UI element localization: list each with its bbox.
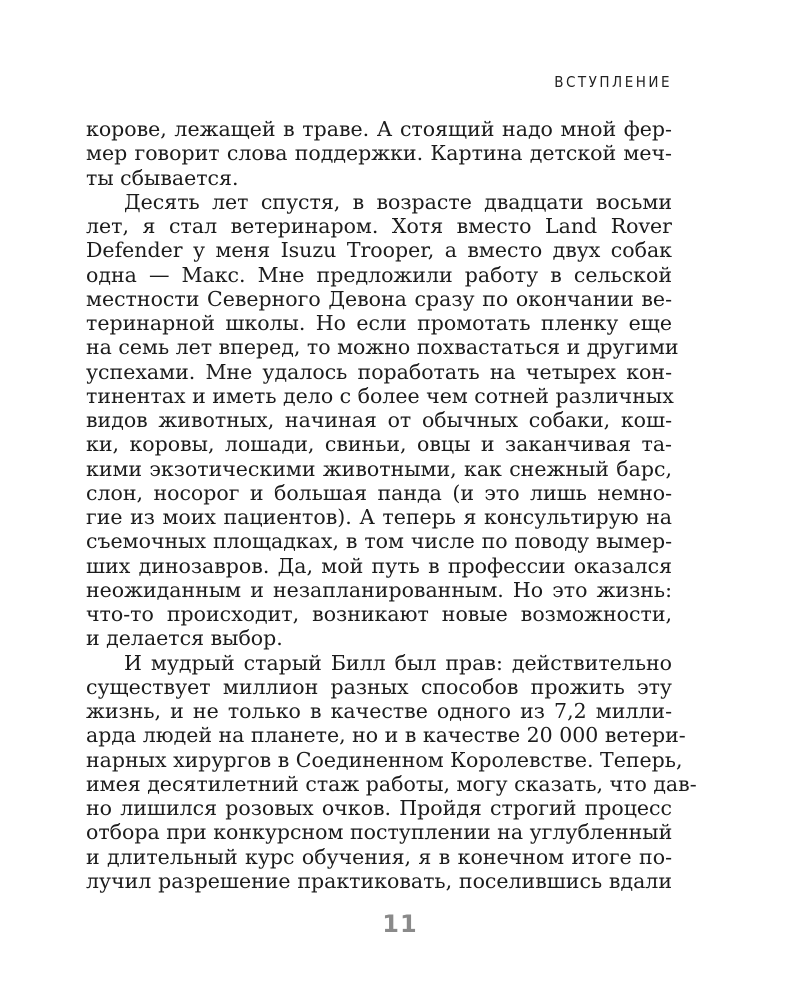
text-line: и длительный курс обучения, я в конечном итоге по-	[86, 844, 672, 869]
text-line: лучил разрешение практиковать, поселившись вдали	[86, 868, 672, 893]
running-head: ВСТУПЛЕНИЕ	[554, 73, 672, 91]
text-line: нарных хирургов в Соединенном Королевстве. Теперь,	[86, 747, 683, 772]
text-line: местности Северного Девона сразу по окончании ве-	[86, 286, 672, 311]
text-line: что-то происходит, возникают новые возможности,	[86, 602, 672, 626]
text-line: ты сбывается.	[86, 165, 239, 190]
text-line: ки, коровы, лошади, свиньи, овцы и заканчивая та-	[86, 432, 672, 457]
text-line: существует миллион разных способов прожить эту	[86, 674, 672, 699]
text-line: ших динозавров. Да, мой путь в профессии оказался	[86, 553, 672, 578]
text-line: тинентах и иметь дело с более чем сотней различных	[86, 383, 674, 408]
text-line: жизнь, и не только в качестве одного из 7,2 милли-	[86, 699, 672, 723]
text-line: но лишился розовых очков. Пройдя строгий процесс	[86, 796, 672, 820]
text-line: кими экзотическими животными, как снежный барс,	[86, 456, 672, 481]
text-line: слон, носорог и большая панда (и это лишь немно-	[86, 480, 672, 505]
text-line: съемочных площадках, в том числе по поводу вымер-	[86, 529, 672, 554]
paragraph	[86, 650, 697, 894]
text-line: видов животных, начиная от обычных собаки, кош-	[86, 408, 672, 432]
text-line: мер говорит слова поддержки. Картина детской меч-	[86, 141, 672, 166]
paragraph	[86, 189, 679, 651]
text-line: И мудрый старый Билл был прав: действительно	[124, 650, 672, 675]
text-line: лет, я стал ветеринаром. Хотя вместо Land Rover	[86, 214, 672, 238]
paragraph	[86, 117, 672, 190]
text-line: одна — Макс. Мне предложили работу в сельской	[86, 262, 672, 287]
text-line: неожиданным и незапланированным. Но это жизнь:	[86, 577, 672, 602]
text-line: гие из моих пациентов). А теперь я консультирую на	[86, 505, 672, 529]
text-line: арда людей на планете, но и в качестве 20 000 ветери-	[86, 723, 686, 748]
text-line: и делается выбор.	[86, 626, 283, 651]
page-number: 11	[382, 910, 418, 938]
text-line: Defender у меня Isuzu Trooper, а вместо двух собак	[86, 238, 672, 263]
text-line: на семь лет вперед, то можно похвастаться и другими	[86, 335, 679, 360]
text-line: корове, лежащей в траве. А стоящий надо мной фер-	[86, 117, 672, 141]
body-text	[86, 117, 697, 893]
text-line: отбора при конкурсном поступлении на углубленный	[86, 820, 673, 845]
text-line: теринарной школы. Но если промотать пленку еще	[86, 311, 672, 335]
text-line: Десять лет спустя, в возрасте двадцати восьми	[124, 189, 672, 214]
text-line: успехами. Мне удалось поработать на четырех кон-	[86, 359, 672, 384]
text-line: имея десятилетний стаж работы, могу сказать, что дав-	[86, 771, 697, 796]
